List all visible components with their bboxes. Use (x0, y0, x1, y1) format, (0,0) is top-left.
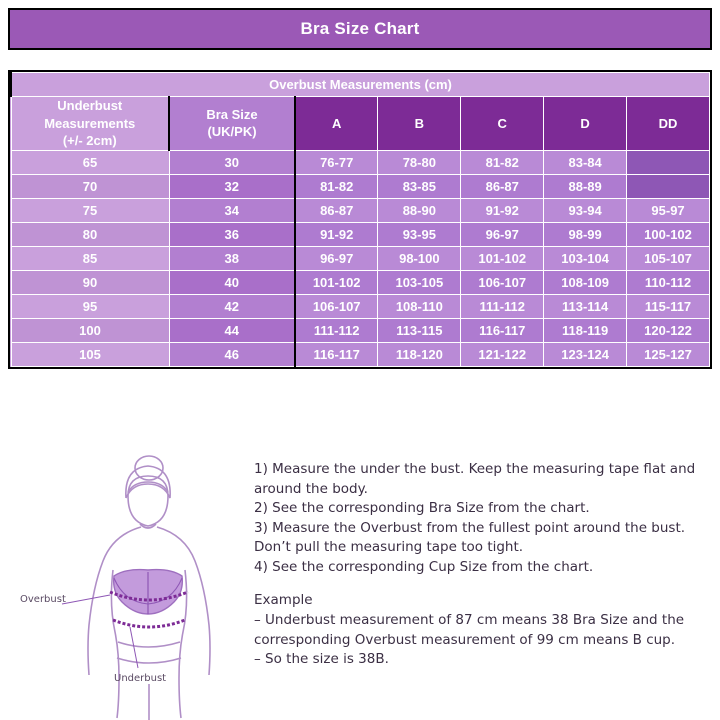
cell-cup-c: 91-92 (461, 198, 544, 222)
cell-brasize: 36 (169, 222, 295, 246)
cell-cup-b: 103-105 (378, 270, 461, 294)
cell-brasize: 32 (169, 174, 295, 198)
cell-cup-a: 76-77 (295, 150, 378, 174)
cell-cup-a: 116-117 (295, 342, 378, 366)
cell-cup-b: 113-115 (378, 318, 461, 342)
cell-cup-d: 113-114 (544, 294, 627, 318)
size-table-body (11, 150, 710, 366)
cell-cup-c: 111-112 (461, 294, 544, 318)
example-line-2: – So the size is 38B. (254, 651, 389, 668)
cell-cup-d: 123-124 (544, 342, 627, 366)
cell-cup-dd (627, 150, 710, 174)
cell-cup-b: 98-100 (378, 246, 461, 270)
cell-cup-d: 98-99 (544, 222, 627, 246)
underbust-header-line-3: (+/- 2cm) (62, 133, 117, 149)
cell-cup-b: 108-110 (378, 294, 461, 318)
cup-header-a: A (295, 97, 378, 151)
cell-cup-dd (627, 174, 710, 198)
underbust-header-line-1: Underbust (57, 98, 123, 113)
cell-cup-d: 88-89 (544, 174, 627, 198)
table-row (11, 246, 710, 270)
table-row (11, 270, 710, 294)
cell-cup-a: 106-107 (295, 294, 378, 318)
table-row (11, 174, 710, 198)
cell-cup-b: 118-120 (378, 342, 461, 366)
cell-cup-c: 101-102 (461, 246, 544, 270)
instructions-spacer (254, 577, 714, 591)
cell-brasize: 40 (169, 270, 295, 294)
cell-cup-dd: 95-97 (627, 198, 710, 222)
table-row (11, 198, 710, 222)
cell-cup-b: 88-90 (378, 198, 461, 222)
overbust-figure-label: Overbust (20, 594, 66, 605)
cell-cup-d: 93-94 (544, 198, 627, 222)
cell-brasize: 30 (169, 150, 295, 174)
cell-cup-c: 81-82 (461, 150, 544, 174)
cell-cup-d: 118-119 (544, 318, 627, 342)
underbust-header-line-2: Measurements (44, 115, 136, 131)
cup-header-c: C (461, 97, 544, 151)
size-table (10, 72, 710, 367)
cup-header-d: D (544, 97, 627, 151)
cell-cup-c: 116-117 (461, 318, 544, 342)
cell-cup-a: 91-92 (295, 222, 378, 246)
size-table-container (8, 70, 712, 369)
cell-cup-d: 103-104 (544, 246, 627, 270)
cell-brasize: 34 (169, 198, 295, 222)
cell-cup-c: 121-122 (461, 342, 544, 366)
example-line-1: – Underbust measurement of 87 cm means 38 Bra Size and the corresponding Overbust measurement of 99 cm means B cup. (254, 611, 685, 648)
cell-cup-c: 96-97 (461, 222, 544, 246)
cell-cup-b: 83-85 (378, 174, 461, 198)
cell-cup-a: 96-97 (295, 246, 378, 270)
cup-header-b: B (378, 97, 461, 151)
cell-underbust: 85 (11, 246, 169, 270)
bottom-section (0, 452, 720, 720)
instruction-step-1: 1) Measure the under the bust. Keep the measuring tape flat and around the body. (254, 461, 696, 497)
table-header-row-columns (11, 97, 710, 151)
table-row (11, 294, 710, 318)
instruction-step-4: 4) See the corresponding Cup Size from the chart. (254, 558, 594, 575)
cell-brasize: 44 (169, 318, 295, 342)
cell-underbust: 100 (11, 318, 169, 342)
cell-cup-b: 93-95 (378, 222, 461, 246)
underbust-figure-label: Underbust (114, 673, 167, 684)
instruction-step-2: 2) See the corresponding Bra Size from the chart. (254, 500, 590, 517)
underbust-header (11, 97, 169, 151)
cell-underbust: 80 (11, 222, 169, 246)
cell-cup-dd: 120-122 (627, 318, 710, 342)
brasize-header (169, 97, 295, 151)
cell-cup-c: 86-87 (461, 174, 544, 198)
brasize-header-line-1: Bra Size (206, 106, 258, 122)
measurement-figure (10, 452, 250, 720)
cell-brasize: 38 (169, 246, 295, 270)
cell-cup-a: 101-102 (295, 270, 378, 294)
instructions-block (254, 460, 714, 670)
cell-underbust: 95 (11, 294, 169, 318)
cell-brasize: 42 (169, 294, 295, 318)
cell-cup-a: 86-87 (295, 198, 378, 222)
table-row (11, 318, 710, 342)
cell-underbust: 65 (11, 150, 169, 174)
example-title: Example (254, 592, 313, 609)
cell-cup-c: 106-107 (461, 270, 544, 294)
cell-brasize: 46 (169, 342, 295, 366)
cell-cup-d: 108-109 (544, 270, 627, 294)
cup-header-dd: DD (627, 97, 710, 151)
cell-underbust: 105 (11, 342, 169, 366)
cell-cup-dd: 100-102 (627, 222, 710, 246)
cell-underbust: 70 (11, 174, 169, 198)
instruction-step-3: 3) Measure the Overbust from the fullest point around the bust. Don’t pull the measuring tape too tight. (254, 519, 686, 556)
cell-underbust: 90 (11, 270, 169, 294)
page-title-bar (8, 8, 712, 50)
cell-underbust: 75 (11, 198, 169, 222)
page-title: Bra Size Chart (300, 19, 420, 38)
cell-cup-b: 78-80 (378, 150, 461, 174)
table-row (11, 150, 710, 174)
cell-cup-dd: 125-127 (627, 342, 710, 366)
cell-cup-dd: 115-117 (627, 294, 710, 318)
cell-cup-a: 81-82 (295, 174, 378, 198)
table-row (11, 222, 710, 246)
cell-cup-d: 83-84 (544, 150, 627, 174)
brasize-header-line-2: (UK/PK) (207, 124, 257, 140)
woman-measurement-illustration (10, 452, 250, 720)
overbust-header: Overbust Measurements (cm) (11, 73, 710, 97)
table-row (11, 342, 710, 366)
cell-cup-dd: 105-107 (627, 246, 710, 270)
cell-cup-a: 111-112 (295, 318, 378, 342)
table-header-row-overbust (11, 73, 710, 97)
cell-cup-dd: 110-112 (627, 270, 710, 294)
